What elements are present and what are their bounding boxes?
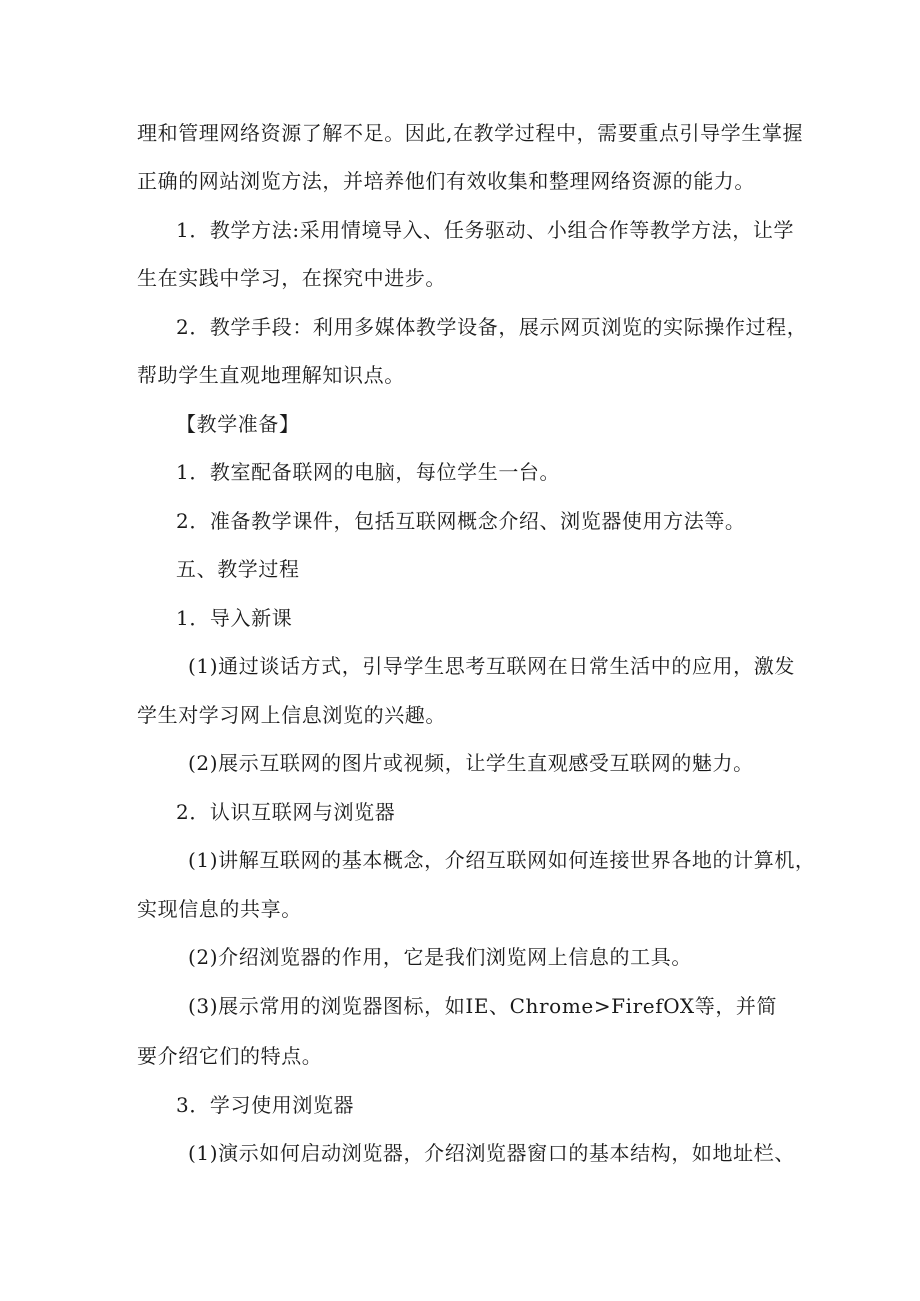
- paragraph-line: 帮助学生直观地理解知识点。: [137, 363, 405, 387]
- section-heading: 【教学准备】: [176, 412, 300, 436]
- list-item: 2．准备教学课件，包括互联网概念介绍、浏览器使用方法等。: [176, 509, 746, 533]
- list-item: (2)展示互联网的图片或视频，让学生直观感受互联网的魅力。: [188, 751, 754, 775]
- list-item: (3)展示常用的浏览器图标，如IE、Chrome>FirefOX等，并简: [188, 994, 778, 1018]
- paragraph-line: 实现信息的共享。: [137, 897, 302, 921]
- paragraph-line: 理和管理网络资源了解不足。因此,在教学过程中，需要重点引导学生掌握: [137, 121, 804, 145]
- section-heading: 五、教学过程: [176, 557, 300, 581]
- subsection-heading: 3．学习使用浏览器: [176, 1093, 355, 1117]
- list-item: (1)通过谈话方式，引导学生思考互联网在日常生活中的应用，激发: [188, 654, 795, 678]
- list-item: (1)讲解互联网的基本概念，介绍互联网如何连接世界各地的计算机，: [188, 848, 816, 872]
- list-item: 1．教室配备联网的电脑，每位学生一台。: [176, 460, 561, 484]
- list-item: (2)介绍浏览器的作用，它是我们浏览网上信息的工具。: [188, 945, 692, 969]
- paragraph-line: 生在实践中学习，在探究中进步。: [137, 266, 446, 290]
- paragraph-line: 学生对学习网上信息浏览的兴趣。: [137, 703, 446, 727]
- paragraph-line: 要介绍它们的特点。: [137, 1044, 323, 1068]
- subsection-heading: 2．认识互联网与浏览器: [176, 800, 396, 824]
- paragraph-line: 正确的网站浏览方法，并培养他们有效收集和整理网络资源的能力。: [137, 169, 755, 193]
- list-item: 1．教学方法:采用情境导入、任务驱动、小组合作等教学方法，让学: [176, 218, 795, 242]
- list-item: 2．教学手段：利用多媒体教学设备，展示网页浏览的实际操作过程，: [176, 315, 808, 339]
- subsection-heading: 1．导入新课: [176, 606, 293, 630]
- list-item: (1)演示如何启动浏览器，介绍浏览器窗口的基本结构，如地址栏、: [188, 1141, 795, 1165]
